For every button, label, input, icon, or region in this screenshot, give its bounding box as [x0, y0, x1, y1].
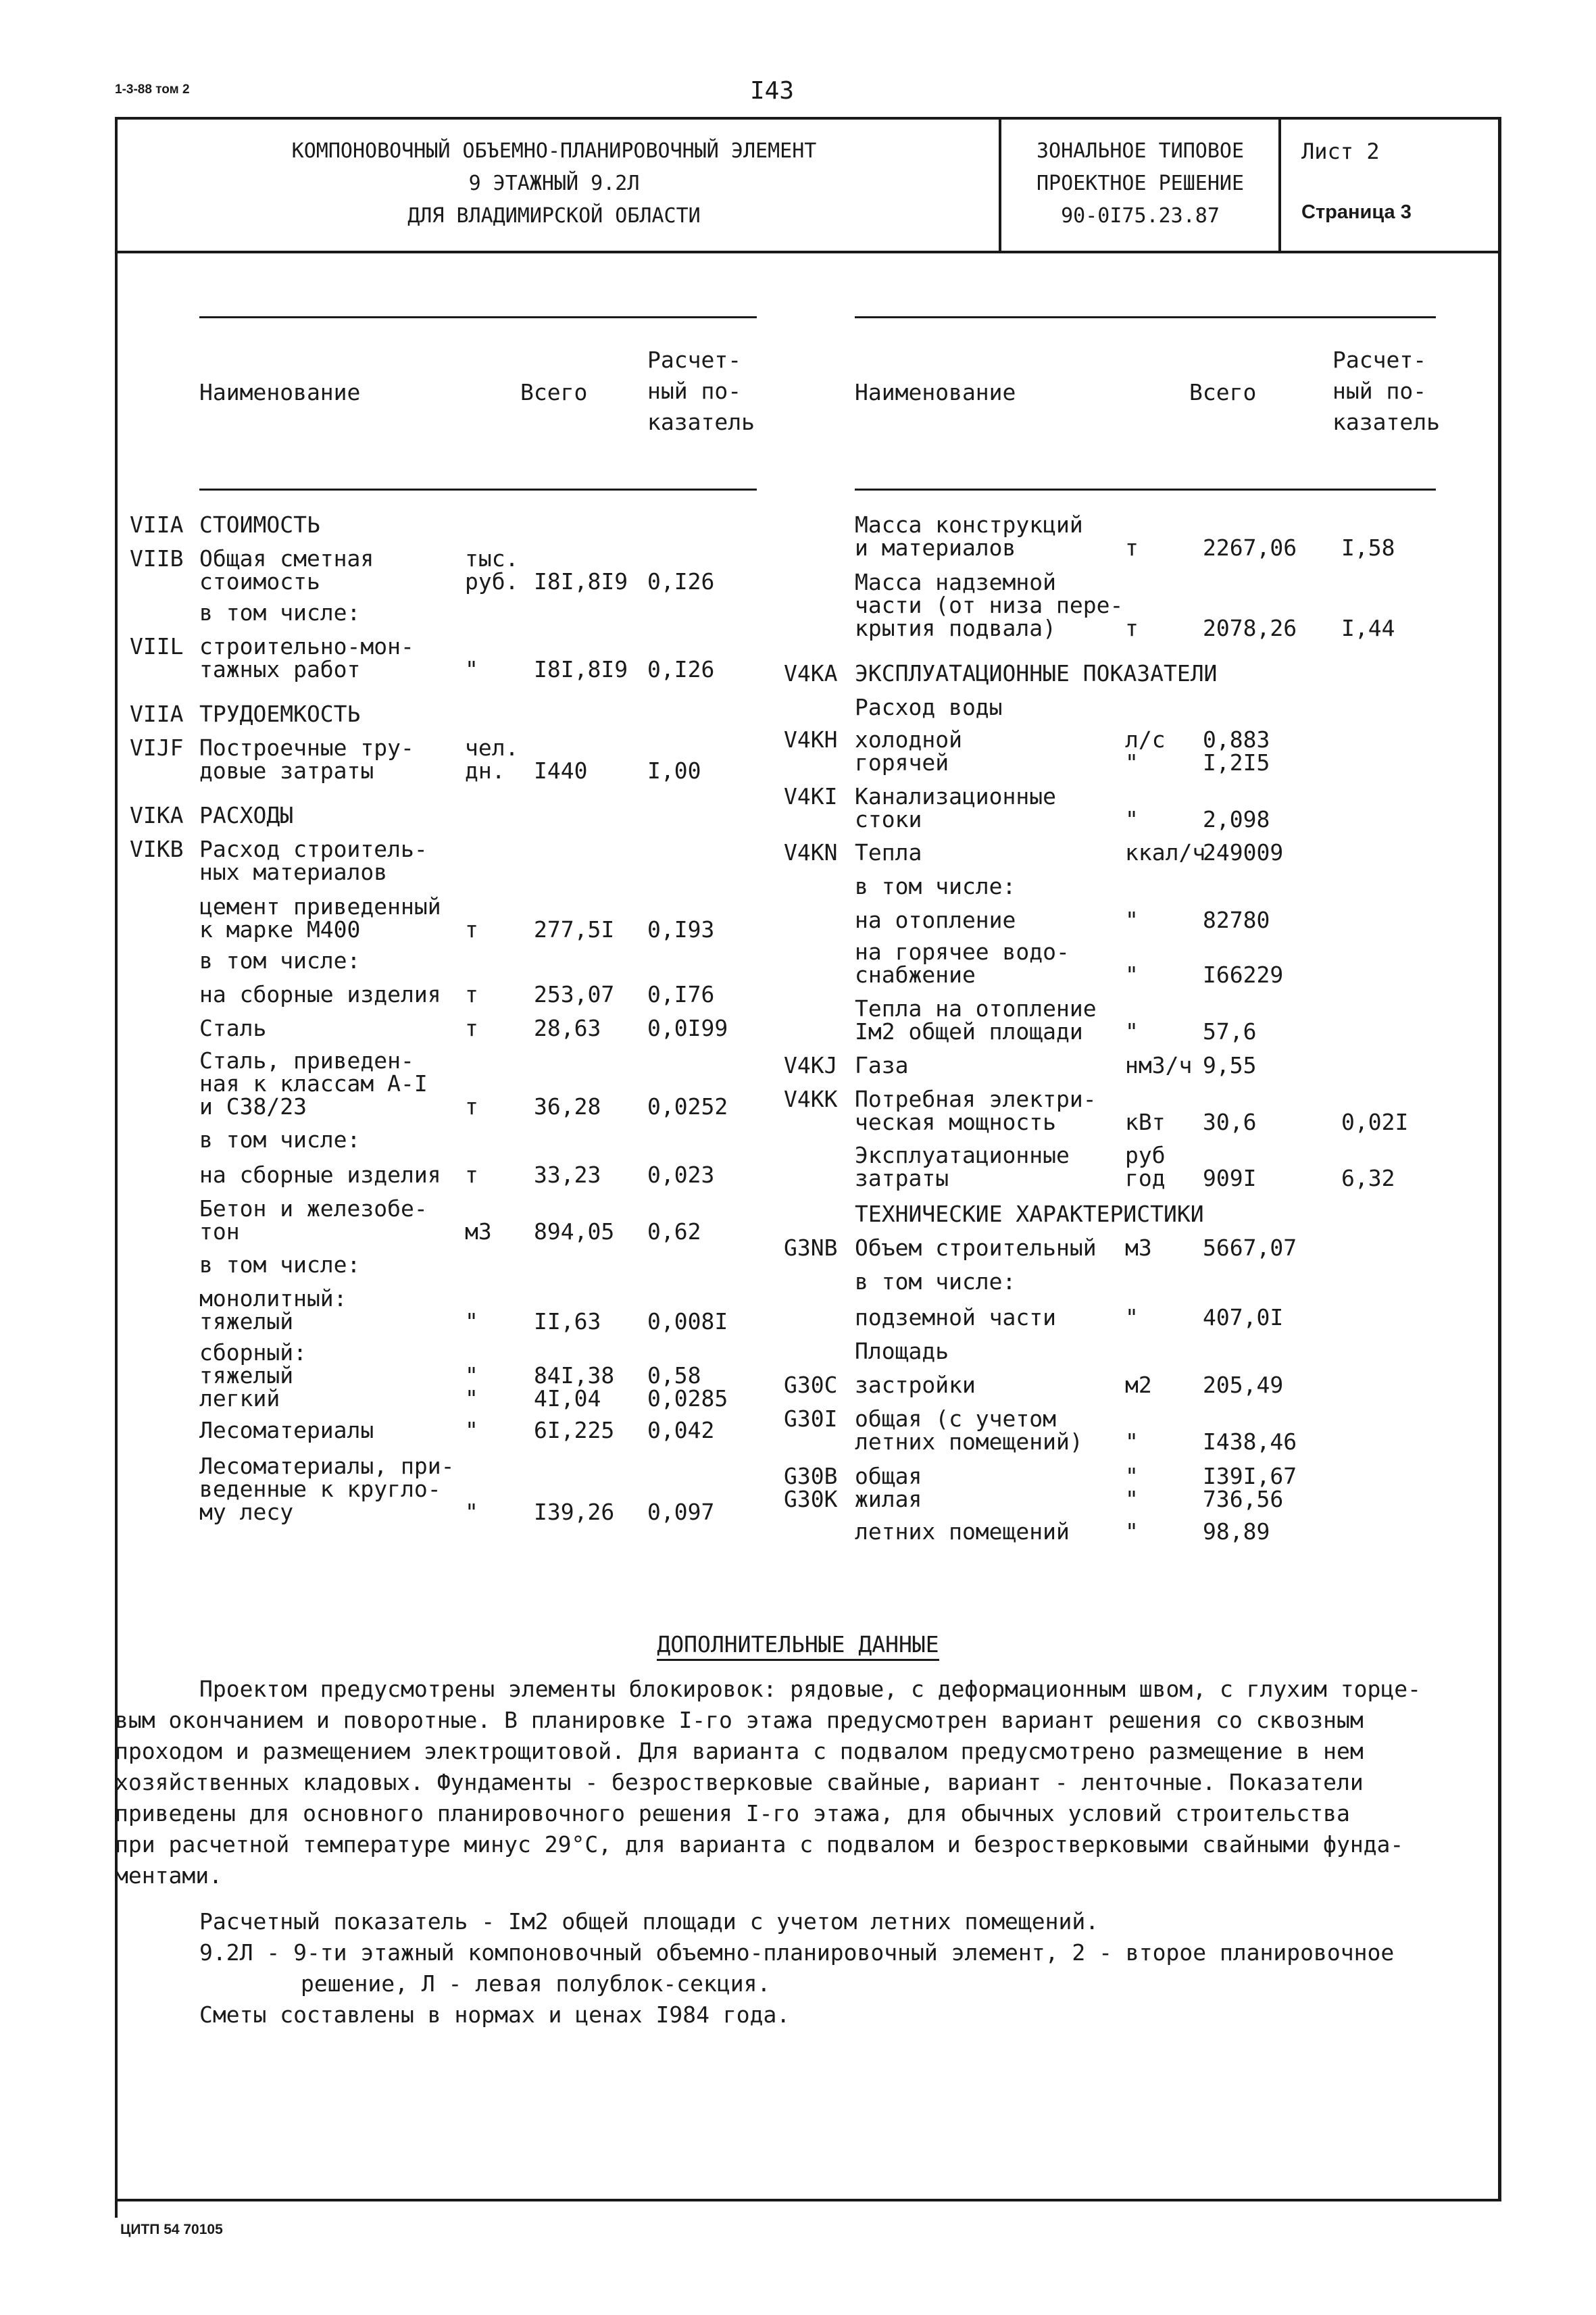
row-code: G30I: [784, 1405, 838, 1432]
table-rule: [855, 489, 1436, 491]
document-title: КОМПОНОВОЧНЫЙ ОБЪЕМНО-ПЛАНИРОВОЧНЫЙ ЭЛЕМЕНТ 9 ЭТАЖНЫЙ 9.2Л ДЛЯ ВЛАДИМИРСКОЙ ОБЛАСТИ: [291, 139, 817, 228]
row-name: в том числе:: [199, 599, 361, 626]
row-name: Сталь: [199, 1015, 267, 1041]
row-name: СТОИМОСТЬ: [199, 512, 320, 538]
row-name: Лесоматериалы, при- веденные к кругло- му лесу: [199, 1453, 455, 1525]
row-total: 82780: [1203, 907, 1270, 933]
row-name: РАСХОДЫ: [199, 802, 294, 828]
row-indicator: 0,62: [647, 1218, 701, 1245]
row-unit: т: [1125, 534, 1139, 561]
row-code: V4KK: [784, 1086, 838, 1112]
row-total: 2078,26: [1203, 615, 1297, 641]
row-code: V4KN: [784, 839, 838, 866]
row-name: Лесоматериалы: [199, 1417, 374, 1443]
row-indicator: 0,I26: [647, 656, 715, 682]
row-unit: т: [465, 1015, 478, 1041]
row-name: в том числе:: [199, 947, 361, 974]
row-total: 0,883 I,2I5: [1203, 726, 1270, 776]
additional-paragraph-3: 9.2Л - 9-ти этажный компоновочный объемно-планировочный элемент, 2 - второе планировочное решение, Л - левая полублок-секция.: [199, 1939, 1395, 1997]
row-name: Бетон и железобе- тон: [199, 1195, 428, 1245]
row-code: V4KH: [784, 726, 838, 753]
row-total: I438,46: [1203, 1428, 1297, 1455]
row-code: VIKA: [130, 802, 184, 828]
row-name: Расход воды: [855, 694, 1003, 720]
row-total: I66229: [1203, 962, 1284, 988]
additional-title: ДОПОЛНИТЕЛЬНЫЕ ДАННЫЕ: [0, 1631, 1596, 1658]
row-unit: л/с ": [1125, 726, 1166, 776]
sheet-number: Лист 2: [1301, 139, 1380, 164]
table-rule: [199, 316, 757, 318]
column-header-indicator: Расчет- ный по- казатель: [1332, 347, 1440, 435]
header-divider: [115, 251, 1501, 253]
row-code: V4KJ: [784, 1052, 838, 1078]
row-total: 9,55: [1203, 1052, 1257, 1078]
row-name: ТЕХНИЧЕСКИЕ ХАРАКТЕРИСТИКИ: [855, 1201, 1204, 1227]
row-name: Масса надземной части (от низа пере- крытия подвала): [855, 569, 1124, 641]
row-code: V4KI: [784, 783, 838, 810]
row-indicator: 0,I76: [647, 981, 715, 1007]
row-unit: ": [1125, 806, 1139, 832]
solution-block: ЗОНАЛЬНОЕ ТИПОВОЕ ПРОЕКТНОЕ РЕШЕНИЕ 90-0I75.23.87: [1036, 139, 1245, 228]
row-indicator: 0,I93: [647, 916, 715, 943]
row-name: цемент приведенный к марке М400: [199, 893, 441, 943]
row-code: VIJF: [130, 735, 184, 761]
row-unit: ": [1125, 1428, 1139, 1455]
row-indicator: I,44: [1341, 615, 1395, 641]
row-total: 28,63: [534, 1015, 601, 1041]
row-unit: м3: [465, 1218, 492, 1245]
row-code: VIIA: [130, 512, 184, 538]
row-total: 205,49: [1203, 1372, 1284, 1398]
row-total: 30,6: [1203, 1109, 1257, 1135]
row-name: летних помещений: [855, 1518, 1070, 1545]
row-total: 249009: [1203, 839, 1284, 866]
row-unit: ": [465, 1308, 478, 1335]
row-code: VIIL: [130, 633, 184, 659]
row-unit: т: [465, 1162, 478, 1188]
row-unit: руб год: [1125, 1142, 1166, 1191]
row-name: общая (с учетом летних помещений): [855, 1405, 1083, 1455]
row-code: G3NB: [784, 1235, 838, 1261]
header-divider-vertical: [999, 117, 1001, 252]
row-total: 6I,225: [534, 1417, 615, 1443]
row-total: 33,23: [534, 1162, 601, 1188]
column-header-name: Наименование: [855, 379, 1016, 405]
column-header-total: Всего: [1189, 379, 1257, 405]
row-unit: т: [465, 1093, 478, 1120]
row-unit: ": [465, 1417, 478, 1443]
row-code: VIKB: [130, 836, 184, 862]
row-unit: т: [1125, 615, 1139, 641]
row-total: 98,89: [1203, 1518, 1270, 1545]
row-name: Сталь, приведен- ная к классам А-I и С38/23: [199, 1047, 428, 1120]
row-indicator: 0,042: [647, 1417, 715, 1443]
page-number: I43: [750, 77, 795, 105]
row-name: Расход строитель- ных материалов: [199, 836, 428, 885]
row-total: I39I,67 736,56: [1203, 1463, 1297, 1512]
row-unit: нм3/ч: [1125, 1052, 1193, 1078]
row-unit: ккал/ч: [1125, 839, 1206, 866]
row-name: Тепла: [855, 839, 922, 866]
row-indicator: 0,02I: [1341, 1109, 1409, 1135]
row-name: застройки: [855, 1372, 976, 1398]
row-name: строительно-мон- тажных работ: [199, 633, 414, 682]
row-unit: тыс. руб.: [465, 545, 519, 595]
row-code: G30B G30K: [784, 1463, 838, 1512]
row-name: Общая сметная стоимость: [199, 545, 374, 595]
table-rule: [199, 489, 757, 491]
row-name: в том числе:: [855, 873, 1016, 899]
row-total: I8I,8I9: [534, 656, 628, 682]
row-name: Канализационные стоки: [855, 783, 1057, 832]
row-total: I440: [534, 757, 588, 784]
row-unit: " ": [1125, 1463, 1139, 1512]
row-name: Тепла на отопление Iм2 общей площади: [855, 995, 1097, 1045]
additional-paragraph-2: Расчетный показатель - Iм2 общей площади с учетом летних помещений.: [199, 1908, 1099, 1935]
row-unit: т: [465, 916, 478, 943]
row-unit: ": [1125, 1018, 1139, 1045]
series-label: 1-3-88 том 2: [115, 82, 190, 97]
row-total: 5667,07: [1203, 1235, 1297, 1261]
row-total: 253,07: [534, 981, 615, 1007]
row-total: 2267,06: [1203, 534, 1297, 561]
row-name: Площадь: [855, 1338, 949, 1364]
row-name: Газа: [855, 1052, 909, 1078]
row-name: сборный: тяжелый легкий: [199, 1339, 307, 1412]
row-name: Масса конструкций и материалов: [855, 512, 1083, 561]
row-indicator: 0,0I99: [647, 1015, 728, 1041]
frame-edge: [115, 2197, 118, 2218]
row-total: 57,6: [1203, 1018, 1257, 1045]
row-unit: ": [1125, 907, 1139, 933]
row-name: ЭКСПЛУАТАЦИОННЫЕ ПОКАЗАТЕЛИ: [855, 660, 1218, 687]
row-unit: м2: [1125, 1372, 1152, 1398]
row-name: в том числе:: [199, 1126, 361, 1153]
row-unit: чел. дн.: [465, 735, 519, 784]
additional-paragraph-4: Сметы составлены в нормах и ценах I984 года.: [199, 2001, 791, 2028]
row-total: 277,5I: [534, 916, 615, 943]
table-rule: [855, 316, 1436, 318]
row-indicator: 6,32: [1341, 1165, 1395, 1191]
column-header-indicator: Расчет- ный по- казатель: [647, 347, 755, 435]
row-total: 2,098: [1203, 806, 1270, 832]
row-name: в том числе:: [855, 1268, 1016, 1295]
row-name: Объем строительный: [855, 1235, 1097, 1261]
row-name: холодной горячей: [855, 726, 962, 776]
row-indicator: 0,097: [647, 1499, 715, 1525]
column-header-total: Всего: [520, 379, 588, 405]
row-total: II,63: [534, 1308, 601, 1335]
row-indicator: 0,58 0,0285: [647, 1362, 728, 1412]
row-indicator: 0,I26: [647, 568, 715, 595]
row-unit: ": [1125, 1518, 1139, 1545]
row-indicator: 0,023: [647, 1162, 715, 1188]
row-indicator: 0,0252: [647, 1093, 728, 1120]
row-name: Построечные тру- довые затраты: [199, 735, 414, 784]
row-unit: " ": [465, 1362, 478, 1412]
row-unit: ": [1125, 962, 1139, 988]
row-unit: ": [1125, 1304, 1139, 1330]
row-unit: ": [465, 656, 478, 682]
page-label: Страница 3: [1301, 201, 1412, 223]
additional-paragraph-1: Проектом предусмотрены элементы блокировок: рядовые, с деформационным швом, с глухим торце- вым окончанием и поворотные. В планировке I-го этажа предусмотрен вариант решения со сквозным проходом и размещением электрощитовой. Для варианта с подвалом предусмотрено размещение в нем хозяйственных кладовых. Фундаменты - безростверковые свайные, вариант - ленточные. Показатели приведены для основного планировочного решения I-го этажа, для обычных условий строительства при расчетной температуре минус 29°С, для варианта с подвалом и безростверковыми свайными фунда- ментами.: [115, 1676, 1421, 1889]
row-name: в том числе:: [199, 1251, 361, 1278]
row-name: на отопление: [855, 907, 1016, 933]
row-name: подземной части: [855, 1304, 1057, 1330]
row-name: монолитный: тяжелый: [199, 1285, 347, 1335]
row-name: на сборные изделия: [199, 981, 441, 1007]
row-code: VIIA: [130, 701, 184, 727]
footer-code: ЦИТП 54 70105: [120, 2222, 223, 2237]
row-total: 407,0I: [1203, 1304, 1284, 1330]
row-name: Потребная электри- ческая мощность: [855, 1086, 1097, 1135]
row-unit: ": [465, 1499, 478, 1525]
row-name: Эксплуатационные затраты: [855, 1142, 1070, 1191]
row-unit: м3: [1125, 1235, 1152, 1261]
header-divider-vertical: [1278, 117, 1281, 252]
row-total: 84I,38 4I,04: [534, 1362, 615, 1412]
row-indicator: I,58: [1341, 534, 1395, 561]
row-total: I8I,8I9: [534, 568, 628, 595]
column-header-name: Наименование: [199, 379, 361, 405]
row-name: общая жилая: [855, 1463, 922, 1512]
row-total: 894,05: [534, 1218, 615, 1245]
row-total: 909I: [1203, 1165, 1257, 1191]
row-name: на сборные изделия: [199, 1162, 441, 1188]
row-indicator: 0,008I: [647, 1308, 728, 1335]
row-code: G30C: [784, 1372, 838, 1398]
row-total: 36,28: [534, 1093, 601, 1120]
row-name: на горячее водо- снабжение: [855, 939, 1070, 988]
row-name: ТРУДОЕМКОСТЬ: [199, 701, 361, 727]
row-unit: кВт: [1125, 1109, 1166, 1135]
row-code: V4KA: [784, 660, 838, 687]
row-unit: т: [465, 981, 478, 1007]
row-indicator: I,00: [647, 757, 701, 784]
row-code: VIIB: [130, 545, 184, 572]
row-total: I39,26: [534, 1499, 615, 1525]
